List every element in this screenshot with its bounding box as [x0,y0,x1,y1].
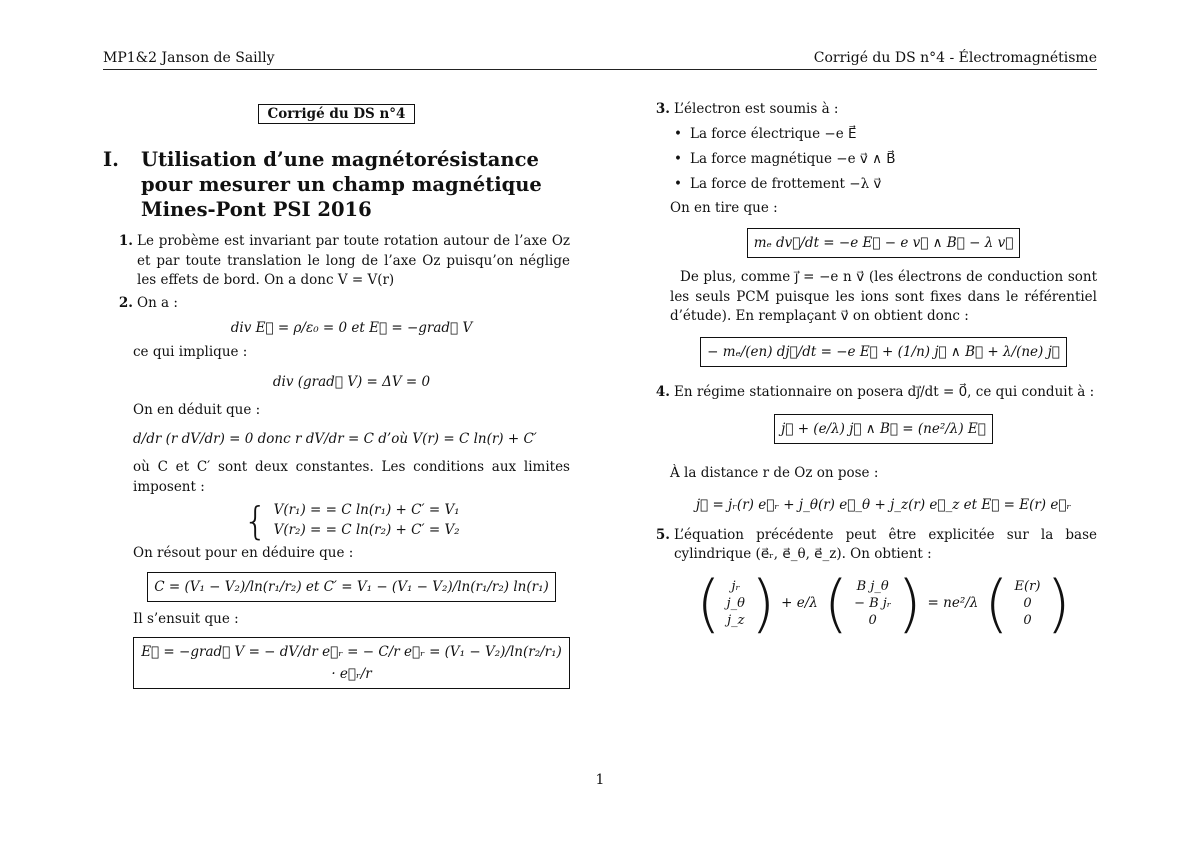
left-paren-glyph: ( [696,566,721,640]
vector-entry: B j_θ [856,579,889,594]
left-paren-glyph: ( [823,566,849,640]
list-item: • La force de frottement −λ v⃗ [690,172,1097,197]
boxed-result: C = (V₁ − V₂)/ln(r₁/r₂) et C′ = V₁ − (V₁ − V₂)/ln(r₁/r₂) ln(r₁) [147,572,556,602]
equation: div E⃗ = ρ/ε₀ = 0 et E⃗ = −grad⃗ V [230,320,473,336]
vector-entry: 0 [1023,596,1032,611]
header-rule [103,69,1097,70]
vector-entry: j_z [727,613,745,628]
vector-entry: j_θ [726,596,745,611]
question-text: L’électron est soumis à : [674,101,839,117]
header-right: Corrigé du DS n°4 - Électromagnétisme [813,50,1097,66]
left-paren-glyph: ( [984,566,1009,640]
question-text: En régime stationnaire on posera dj⃗/dt = 0⃗, ce qui conduit à : [674,383,1095,400]
list-item: • La force magnétique −e v⃗ ∧ B⃗ [690,147,1097,172]
right-paren-glyph: ) [1046,566,1071,640]
paragraph: ce qui implique : [133,344,248,360]
question-2 [103,294,570,314]
question-1 [103,232,570,291]
question-number: 4. [655,383,670,400]
force-list [640,122,1097,197]
paragraph: On résout pour en déduire que : [133,545,354,561]
vector-entry: jᵣ [731,579,741,594]
paragraph: On en déduit que : [133,401,261,418]
boxed-result: − mₑ/(en) dj⃗/dt = −e E⃗ + (1/n) j⃗ ∧ B⃗ + λ/(ne) j⃗ [700,337,1067,367]
question-5 [640,526,1097,565]
question-number: 1. [118,233,133,249]
section-title: Utilisation d’une magnétorésistance pour mesurer un champ magnétique Mines-Pont PSI 2016 [141,148,542,221]
title-box: Corrigé du DS n°4 [258,104,415,124]
question-3 [640,100,1097,120]
vector-entry: 0 [868,613,877,628]
vector-entry: − B jᵣ [854,596,892,611]
matrix-equation [670,566,1097,640]
paragraph: On en tire que : [670,199,778,216]
coefficient: + e/λ [781,594,818,611]
left-column [103,100,570,697]
equation: V(r₁) = = C ln(r₁) + C′ = V₁ [273,502,460,518]
right-column [640,100,1097,640]
equation: div (grad⃗ V) = ΔV = 0 [272,373,431,390]
vector-b [854,578,891,629]
boxed-result: mₑ dv⃗/dt = −e E⃗ − e v⃗ ∧ B⃗ − λ v⃗ [747,228,1021,258]
paragraph: Il s’ensuit que : [133,610,239,627]
header-left: MP1&2 Janson de Sailly [103,50,275,66]
equation: j⃗ = jᵣ(r) e⃗ᵣ + j_θ(r) e⃗_θ + j_z(r) e⃗_z et E⃗ = E(r) e⃗ᵣ [695,496,1072,513]
coefficient: = ne²/λ [927,594,979,611]
paragraph: À la distance r de Oz on pose : [670,465,879,481]
equation: d/dr (r dV/dr) = 0 donc r dV/dr = C d’où V(r) = C ln(r) + C′ [133,431,537,447]
equation: V(r₂) = = C ln(r₂) + C′ = V₂ [273,521,460,538]
list-item: • La force électrique −e E⃗ [690,122,1097,147]
paragraph: où C et C′ sont deux constantes. Les conditions aux limites imposent : [133,459,570,495]
right-paren-glyph: ) [897,566,922,640]
vector-e [1015,578,1041,629]
question-text: L’équation précédente peut être explicitée sur la base cylindrique (e⃗ᵣ, e⃗_θ, e⃗_z). On obtient : [674,526,1097,562]
equation-system [133,498,570,543]
question-number: 2. [118,294,133,311]
question-text: Le probème est invariant par toute rotation autour de l’axe Oz et par toute translation le long de l’axe Oz puisqu’on néglige les effets de bord. On a donc V = V(r) [137,233,570,288]
question-text: On a : [137,294,178,311]
boxed-result: E⃗ = −grad⃗ V = − dV/dr e⃗ᵣ = − C/r e⃗ᵣ = (V₁ − V₂)/ln(r₂/r₁) · e⃗ᵣ/r [133,637,570,689]
page-number: 1 [595,772,605,788]
right-paren-glyph: ) [750,566,776,640]
vector-entry: E(r) [1014,579,1041,594]
question-4 [640,383,1097,403]
brace-glyph: { [243,498,268,543]
vector-entry: 0 [1023,613,1032,628]
vector-j [727,578,745,629]
question-number: 3. [655,101,670,117]
paragraph: De plus, comme j⃗ = −e n v⃗ (les électrons de conduction sont les seuls PCM puisque les ions sont fixes dans le référentiel d’étude). En remplaçant v⃗ on obtient donc : [670,269,1097,324]
section-heading [103,147,570,222]
question-number: 5. [655,526,670,543]
boxed-result: j⃗ + (e/λ) j⃗ ∧ B⃗ = (ne²/λ) E⃗ [774,414,993,444]
section-number: I. [103,148,119,171]
